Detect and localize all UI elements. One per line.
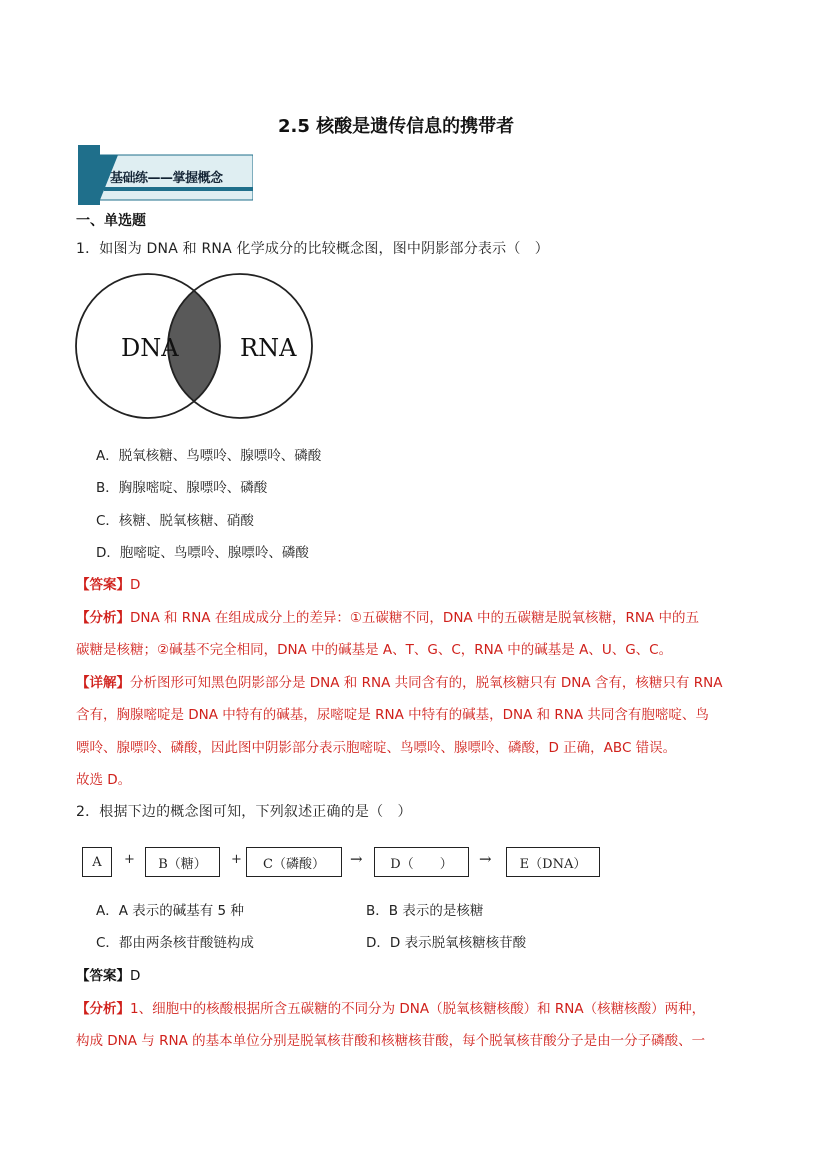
section-banner [78,145,253,205]
q1-option-c: C．核糖、脱氧核糖、硝酸 [96,513,254,529]
q2-option-c: C．都由两条核苷酸链构成 [96,935,254,951]
q1-detail-line-1 [76,671,722,691]
q1-option-d: D．胞嘧啶、鸟嘌呤、腺嘌呤、磷酸 [96,545,309,561]
q1-analysis-line-1 [76,606,699,626]
q1-detail-line-3: 嘌呤、腺嘌呤、磷酸，因此图中阴影部分表示胞嘧啶、鸟嘌呤、腺嘌呤、磷酸，D 正确，ABC 错误。 [76,740,677,756]
q1-detail-line-4: 故选 D。 [76,772,132,788]
page-title: 2.5 核酸是遗传信息的携带者 [278,116,515,137]
q1-analysis-line-2: 碳糖是核糖；②碱基不完全相同，DNA 中的碱基是 A、T、G、C，RNA 中的碱基是 A、U、G、C。 [76,642,673,658]
q2-answer-label: 【答案】 [76,968,130,984]
plus-sign-2: + [231,852,242,867]
concept-box-a: A [82,847,112,877]
q2-option-a: A．A 表示的碱基有 5 种 [96,903,244,919]
arrow-1: → [350,850,363,868]
q1-option-b: B．胸腺嘧啶、腺嘌呤、磷酸 [96,480,268,496]
q2-option-b: B．B 表示的是核糖 [366,903,484,919]
banner-text: 基础练——掌握概念 [110,171,223,186]
venn-diagram [70,270,320,420]
q1-analysis-text-1: DNA 和 RNA 在组成成分上的差异：①五碳糖不同，DNA 中的五碳糖是脱氧核糖，RNA 中的五 [130,610,699,626]
q2-answer [76,964,140,984]
q1-detail-line-2: 含有，胸腺嘧啶是 DNA 中特有的碱基，尿嘧啶是 RNA 中特有的碱基，DNA 和 RNA 共同含有胞嘧啶、鸟 [76,707,709,723]
q1-answer [76,573,140,593]
q1-analysis-label: 【分析】 [76,610,130,626]
q1-answer-label: 【答案】 [76,577,130,593]
question-1-stem: 1．如图为 DNA 和 RNA 化学成分的比较概念图，图中阴影部分表示（ ） [76,241,549,257]
arrow-2: → [479,850,492,868]
q2-option-d: D．D 表示脱氧核糖核苷酸 [366,935,527,951]
concept-box-c: C（磷酸） [246,847,342,877]
section-heading: 一、单选题 [76,213,146,229]
q1-option-a: A．脱氧核糖、鸟嘌呤、腺嘌呤、磷酸 [96,448,322,464]
q1-answer-value: D [130,577,141,593]
q1-detail-label: 【详解】 [76,675,130,691]
plus-sign-1: + [124,852,135,867]
q2-analysis-line-1 [76,997,705,1017]
q2-answer-value: D [130,968,141,984]
concept-box-b: B（糖） [145,847,220,877]
q2-analysis-label: 【分析】 [76,1001,130,1017]
question-2-stem: 2．根据下边的概念图可知，下列叙述正确的是（ ） [76,804,412,820]
venn-label-dna: DNA [121,334,179,362]
q2-analysis-line-2: 构成 DNA 与 RNA 的基本单位分别是脱氧核苷酸和核糖核苷酸，每个脱氧核苷酸分子是由一分子磷酸、一 [76,1033,706,1049]
q2-analysis-text-1: 1、细胞中的核酸根据所含五碳糖的不同分为 DNA（脱氧核糖核酸）和 RNA（核糖核酸）两种， [130,1001,706,1017]
q1-detail-text-1: 分析图形可知黑色阴影部分是 DNA 和 RNA 共同含有的，脱氧核糖只有 DNA 含有，核糖只有 RNA [130,675,723,691]
concept-box-e: E（DNA） [506,847,600,877]
concept-box-d: D（ ） [374,847,469,877]
venn-label-rna: RNA [240,334,297,362]
